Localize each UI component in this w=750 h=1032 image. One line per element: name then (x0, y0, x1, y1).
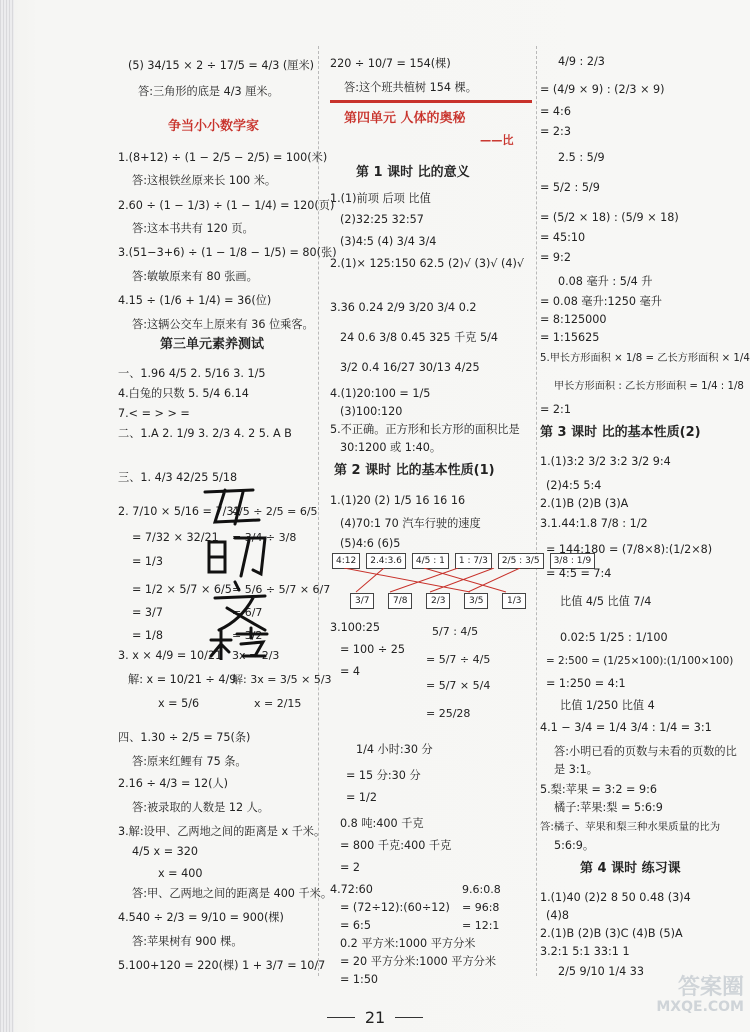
answer-line: 0.08 毫升 : 5/4 升 (558, 275, 653, 288)
answer-line: = (72÷12):(60÷12) (340, 901, 450, 914)
answer-line: 5.100+120 = 220(棵) 1 + 3/7 = 10/7 (118, 959, 326, 972)
answer-line: = 8:125000 (540, 313, 607, 326)
page-footer (0, 1008, 750, 1027)
answer-line: = 1:250 = 4:1 (546, 677, 626, 690)
answer-line: 答:敏敏原来有 80 张画。 (132, 270, 258, 283)
answer-line: x = 5/6 (158, 697, 200, 710)
answer-line: 一、1.96 4/5 2. 5/16 3. 1/5 (118, 367, 266, 380)
answer-line: 1.(1)3:2 3/2 3:2 3/2 9:4 (540, 455, 671, 468)
answer-line: = 12:1 (462, 919, 500, 932)
answer-line: = 2 (340, 861, 361, 874)
answer-line: = 45:10 (540, 231, 586, 244)
answer-line: (5)4:6 (6)5 (340, 537, 401, 550)
answer-line: = 2:1 (540, 403, 571, 416)
answer-line: = 5/6 ÷ 5/7 × 6/7 (232, 583, 331, 596)
answer-line: 3x = 2/3 (232, 649, 280, 662)
answer-line: = 1/2 (346, 791, 377, 804)
value-box: 3/7 (350, 593, 374, 609)
ratio-box: 4/5 : 1 (412, 553, 449, 569)
answer-line: 1.(1)20 (2) 1/5 16 16 16 (330, 494, 466, 507)
answer-line: 答:这个班共植树 154 棵。 (344, 81, 477, 94)
answer-line: = (5/2 × 18) : (5/9 × 18) (540, 211, 679, 224)
answer-line: = 2:500 = (1/25×100):(1/100×100) (546, 655, 734, 667)
answer-line: 1/4 小时:30 分 (356, 743, 433, 756)
watermark-top: 答案圈 (677, 975, 744, 1000)
unit-title: 第四单元 人体的奥秘 (344, 111, 466, 126)
answer-line: 5/7 : 4/5 (432, 625, 479, 638)
answer-line: = 800 千克:400 千克 (340, 839, 452, 852)
value-box: 1/3 (502, 593, 526, 609)
answer-line: (4)8 (546, 909, 569, 922)
answer-line: = 3/7 (132, 606, 163, 619)
ratio-box: 2/5 : 3/5 (498, 553, 544, 569)
answer-line: = 4 (340, 665, 361, 678)
answer-line: = 5/7 ÷ 4/5 (426, 653, 491, 666)
answer-line: = 1/2 × 5/7 × 6/5 (132, 583, 232, 596)
answer-line: = 144:180 = (7/8×8):(1/2×8) (546, 543, 713, 556)
answer-line: (3)100:120 (340, 405, 403, 418)
answer-line: 4/9 : 2/3 (558, 55, 605, 68)
answer-line: 4.72:60 (330, 883, 373, 896)
answer-line: 解: x = 10/21 ÷ 4/9 (128, 673, 237, 686)
answer-line: 1.(1)40 (2)2 8 50 0.48 (3)4 (540, 891, 691, 904)
answer-line: 二、1.A 2. 1/9 3. 2/3 4. 2 5. A B (118, 427, 292, 440)
answer-line: 1.(8+12) ÷ (1 − 2/5 − 2/5) = 100(米) (118, 151, 328, 164)
answer-line: (2)32:25 32:57 (340, 213, 424, 226)
answer-line: 4.白兔的只数 5. 5/4 6.14 (118, 387, 249, 400)
answer-line: = 5/7 × 5/4 (426, 679, 491, 692)
answer-line: = 1/8 (132, 629, 163, 642)
answer-line: = 96:8 (462, 901, 500, 914)
answer-line: = (4/9 × 9) : (2/3 × 9) (540, 83, 665, 96)
answer-line: = 4:6 (540, 105, 571, 118)
answer-line: = 1:50 (340, 973, 379, 986)
answer-line: (3)4:5 (4) 3/4 3/4 (340, 235, 437, 248)
answer-line: 是 3:1。 (554, 763, 598, 776)
answer-line: 24 0.6 3/8 0.45 325 千克 5/4 (340, 331, 499, 344)
answer-line: 0.2 平方米:1000 平方分米 (340, 937, 476, 950)
watermark-bottom: MXQE.COM (656, 999, 744, 1016)
answer-line: 4.540 ÷ 2/3 = 9/10 = 900(棵) (118, 911, 284, 924)
answer-line: (5) 34/15 × 2 ÷ 17/5 = 4/3 (厘米) (128, 59, 315, 72)
answer-line: 2.(1)B (2)B (3)C (4)B (5)A (540, 927, 683, 940)
answer-line: = 9:2 (540, 251, 571, 264)
answer-line: 2.5 : 5/9 (558, 151, 605, 164)
answer-line: 比值 4/5 比值 7/4 (560, 595, 652, 608)
answer-line: = 15 分:30 分 (346, 769, 421, 782)
answer-line: 2.(1)× 125:150 62.5 (2)√ (3)√ (4)√ (330, 257, 524, 270)
value-box: 3/5 (464, 593, 488, 609)
answer-line: = 1:15625 (540, 331, 600, 344)
handwriting-stamp (195, 480, 295, 660)
answer-line: x = 400 (158, 867, 203, 880)
answer-line: = 5/2 : 5/9 (540, 181, 600, 194)
answer-line: 答:被录取的人数是 12 人。 (132, 801, 269, 814)
matching-lines (330, 568, 530, 594)
answer-line: 答:甲、乙两地之间的距离是 400 千米。 (132, 887, 333, 900)
answer-line: 答:三角形的底是 4/3 厘米。 (138, 85, 279, 98)
answer-line: 3.100:25 (330, 621, 381, 634)
answer-line: 答:这本书共有 120 页。 (132, 222, 254, 235)
answer-line: = 1/3 (132, 555, 163, 568)
value-box: 2/3 (426, 593, 450, 609)
answer-line: 2/5 9/10 1/4 33 (558, 965, 645, 978)
answer-line: 2.16 ÷ 4/3 = 12(人) (118, 777, 229, 790)
answer-line: 2.(1)B (2)B (3)A (540, 497, 629, 510)
ratio-box: 1 : 7/3 (455, 553, 492, 569)
answer-line: 橘子:苹果:梨 = 5:6:9 (554, 801, 663, 814)
unit-title-bar (330, 100, 532, 103)
answer-line: 4/5 x = 320 (132, 845, 199, 858)
answer-line: = 4:5 = 7:4 (546, 567, 612, 580)
answer-line: 4.15 ÷ (1/6 + 1/4) = 36(位) (118, 294, 272, 307)
ratio-box: 3/8 : 1/9 (550, 553, 596, 569)
answer-line: 答:苹果树有 900 棵。 (132, 935, 243, 948)
footer-rule (395, 1017, 423, 1018)
answer-line: 4/5 ÷ 2/5 = 6/5 (232, 505, 318, 518)
answer-line: = 20 平方分米:1000 平方分米 (340, 955, 497, 968)
answer-line: 答:橘子、苹果和梨三种水果质量的比为 (540, 821, 721, 833)
answer-line: 答:这根铁丝原来长 100 米。 (132, 174, 277, 187)
answer-line: 220 ÷ 10/7 = 154(棵) (330, 57, 451, 70)
watermark (656, 976, 744, 1016)
answer-line: (2)4:5 5:4 (546, 479, 602, 492)
answer-line: 3/2 0.4 16/27 30/13 4/25 (340, 361, 480, 374)
answer-line: (4)70:1 70 汽车行驶的速度 (340, 517, 481, 530)
answer-line: 5.甲长方形面积 × 1/8 = 乙长方形面积 × 1/4 (540, 353, 750, 364)
answer-line: = 2:3 (540, 125, 571, 138)
answer-line: 4.(1)20:100 = 1/5 (330, 387, 431, 400)
answer-line: 甲长方形面积 : 乙长方形面积 = 1/4 : 1/8 (554, 381, 744, 392)
answer-line: 30:1200 或 1:40。 (340, 441, 442, 454)
answer-line: 三、1. 4/3 42/25 5/18 (118, 471, 238, 484)
answer-line: 0.8 吨:400 千克 (340, 817, 424, 830)
answer-line: = 6/7 (232, 606, 263, 619)
column-divider-right (536, 46, 537, 976)
answer-line: 2.60 ÷ (1 − 1/3) ÷ (1 − 1/4) = 120(页) (118, 199, 335, 212)
answer-line: 0.02:5 1/25 : 1/100 (560, 631, 668, 644)
ratio-box: 2.4:3.6 (366, 553, 406, 569)
section-heading: 第三单元素养测试 (160, 337, 265, 352)
answer-line: 答:原来红鲤有 75 条。 (132, 755, 247, 768)
ratio-box: 4:12 (332, 553, 360, 569)
answer-line: 2. 7/10 × 5/16 = 7/32 (118, 505, 241, 518)
answer-line: 7.< = > > = (118, 407, 190, 420)
answer-line: 四、1.30 ÷ 2/5 = 75(条) (118, 731, 251, 744)
answer-line: 4.1 − 3/4 = 1/4 3/4 : 1/4 = 3:1 (540, 721, 712, 734)
footer-rule (327, 1017, 355, 1018)
answer-line: = 3/4 ÷ 3/8 (232, 531, 297, 544)
answer-line: 9.6:0.8 (462, 883, 501, 896)
answer-line: x = 2/15 (254, 697, 302, 710)
page-edge (0, 0, 14, 1032)
answer-line: 答:这辆公交车上原来有 36 位乘客。 (132, 318, 314, 331)
lesson-heading-1: 第 1 课时 比的意义 (356, 165, 470, 180)
answer-line: 5:6:9。 (554, 839, 595, 852)
value-box: 7/8 (388, 593, 412, 609)
lesson-heading-3: 第 3 课时 比的基本性质(2) (540, 425, 701, 440)
answer-line: 3.36 0.24 2/9 3/20 3/4 0.2 (330, 301, 477, 314)
answer-line: 答:小明已看的页数与未看的页数的比 (554, 745, 737, 758)
answer-line: 1.(1)前项 后项 比值 (330, 192, 431, 205)
answer-line: 5.梨:苹果 = 3:2 = 9:6 (540, 783, 657, 796)
answer-line: 比值 1/250 比值 4 (560, 699, 655, 712)
lesson-heading-4: 第 4 课时 练习课 (580, 861, 681, 876)
answer-line: 3.(51−3+6) ÷ (1 − 1/8 − 1/5) = 80(张) (118, 246, 337, 259)
unit-subtitle: ——比 (480, 134, 514, 147)
section-heading: 争当小小数学家 (168, 119, 260, 134)
answer-line: = 0.08 毫升:1250 毫升 (540, 295, 662, 308)
page-number: 21 (364, 1008, 386, 1027)
answer-line: 解: 3x = 3/5 × 5/3 (232, 673, 332, 686)
answer-line: 3.1.44:1.8 7/8 : 1/2 (540, 517, 648, 530)
answer-line: = 3/2 (232, 629, 263, 642)
answer-line: 3.2:1 5:1 33:1 1 (540, 945, 630, 958)
lesson-heading-2: 第 2 课时 比的基本性质(1) (334, 463, 495, 478)
answer-line: = 100 ÷ 25 (340, 643, 406, 656)
answer-line: = 6:5 (340, 919, 371, 932)
answer-line: 3. x × 4/9 = 10/21 (118, 649, 223, 662)
answer-line: 5.不正确。正方形和长方形的面积比是 (330, 423, 520, 436)
answer-line: 3.解:设甲、乙两地之间的距离是 x 千米。 (118, 825, 326, 838)
answer-line: = 25/28 (426, 707, 471, 720)
answer-line: = 7/32 × 32/21 (132, 531, 219, 544)
